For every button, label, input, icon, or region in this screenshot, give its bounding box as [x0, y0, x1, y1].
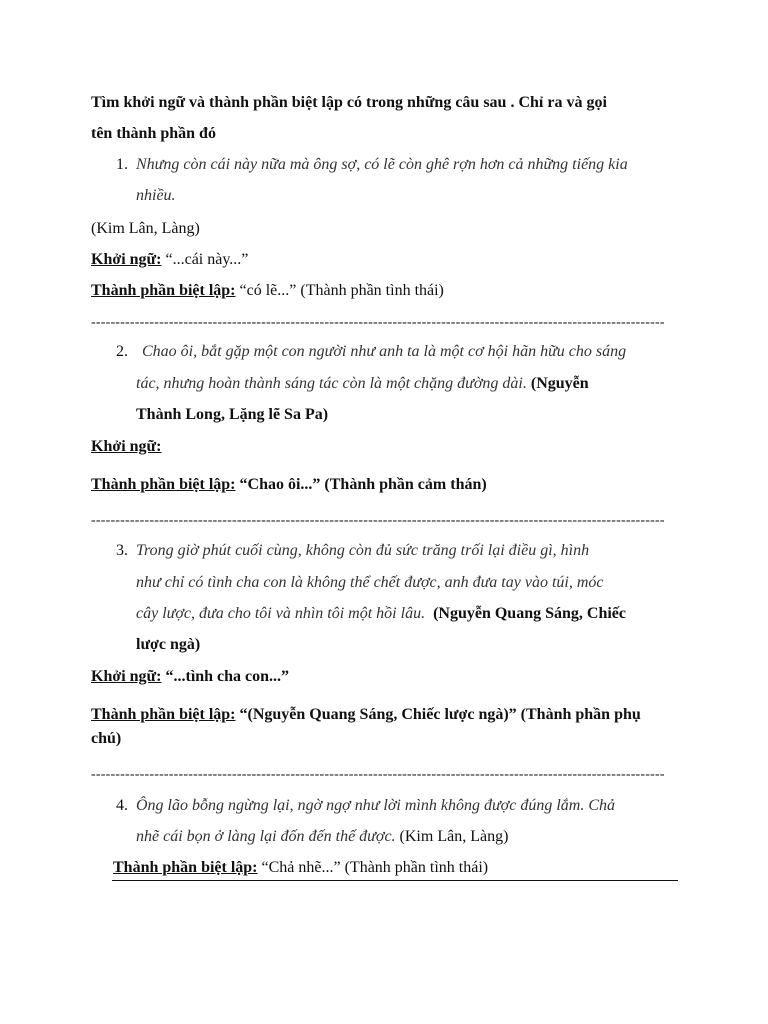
item-4-source: (Kim Lân, Làng) — [399, 828, 509, 845]
khoi-ngu-label: Khởi ngữ: — [91, 668, 162, 685]
item-3-thanh-phan — [91, 706, 641, 724]
thanh-phan-label: Thành phần biệt lập: — [91, 476, 236, 493]
item-4-line-2 — [136, 828, 508, 846]
item-1-thanh-phan-value: “có lẽ...” (Thành phần tình thái) — [239, 282, 444, 299]
item-3-thanh-phan-cont: chú) — [91, 730, 122, 747]
bottom-rule — [112, 880, 678, 881]
item-3-khoi-ngu — [91, 668, 289, 686]
item-3-line-3-text: cây lược, đưa cho tôi và nhìn tôi một hồi lâu. — [136, 605, 426, 622]
title-line-1: Tìm khởi ngữ và thành phần biệt lập có trong những câu sau . Chỉ ra và gọi — [91, 94, 607, 111]
title-line-2: tên thành phần đó — [91, 125, 216, 142]
item-4-thanh-phan-value: “Chả nhẽ...” (Thành phần tình thái) — [261, 859, 489, 876]
khoi-ngu-label: Khởi ngữ: — [91, 438, 162, 455]
thanh-phan-label: Thành phần biệt lập: — [91, 282, 236, 299]
item-3-line-1: Trong giờ phút cuối cùng, không còn đủ sức trăng trối lại điều gì, hình — [136, 542, 590, 559]
separator-1: ---------------------------------------------------------------------------------------------------------------------- — [91, 316, 665, 330]
item-2-line-1: Chao ôi, bắt gặp một con người như anh ta là một cơ hội hãn hữu cho sáng — [142, 343, 627, 360]
separator-2: ---------------------------------------------------------------------------------------------------------------------- — [91, 514, 665, 528]
item-3-source-b: lược ngà) — [136, 636, 201, 653]
item-1-khoi-ngu-value: “...cái này...” — [165, 251, 249, 268]
item-2-thanh-phan-value: “Chao ôi...” (Thành phần cảm thán) — [239, 476, 487, 493]
item-3-line-2: như chỉ có tình cha con là không thể chết được, anh đưa tay vào túi, móc — [136, 574, 604, 591]
item-2-source-a: (Nguyễn — [530, 375, 589, 392]
item-3-number: 3. — [116, 542, 128, 559]
item-1-thanh-phan — [91, 282, 444, 300]
item-4-line-2-text: nhẽ cái bọn ở làng lại đốn đến thế được. — [136, 828, 396, 845]
item-3-khoi-ngu-value: “...tình cha con...” — [165, 668, 290, 685]
item-1-khoi-ngu — [91, 251, 248, 269]
khoi-ngu-label: Khởi ngữ: — [91, 251, 162, 268]
item-2-source-b: Thành Long, Lặng lẽ Sa Pa) — [136, 406, 329, 423]
item-1-source: (Kim Lân, Làng) — [91, 220, 200, 237]
item-4-number: 4. — [116, 797, 128, 814]
item-1-line-2: nhiều. — [136, 187, 176, 204]
item-2-number: 2. — [116, 343, 128, 360]
item-1-line-1: Nhưng còn cái này nữa mà ông sợ, có lẽ còn ghê rợn hơn cả những tiếng kia — [136, 156, 628, 173]
item-3-source-a: (Nguyễn Quang Sáng, Chiếc — [433, 605, 626, 622]
thanh-phan-label: Thành phần biệt lập: — [113, 859, 258, 876]
item-2-line-2 — [136, 375, 589, 393]
item-3-line-3 — [136, 605, 626, 623]
item-3-thanh-phan-value: “(Nguyễn Quang Sáng, Chiếc lược ngà)” (Thành phần phụ — [239, 706, 641, 723]
item-2-khoi-ngu — [91, 438, 161, 456]
item-4-line-1: Ông lão bỗng ngừng lại, ngờ ngợ như lời mình không được đúng lắm. Chả — [136, 797, 615, 814]
item-2-thanh-phan — [91, 476, 487, 494]
separator-3: ---------------------------------------------------------------------------------------------------------------------- — [91, 768, 665, 782]
item-2-line-2-text: tác, nhưng hoàn thành sáng tác còn là một chặng đường dài. — [136, 375, 527, 392]
item-4-thanh-phan — [113, 859, 488, 877]
item-1-number: 1. — [116, 156, 128, 173]
thanh-phan-label: Thành phần biệt lập: — [91, 706, 236, 723]
